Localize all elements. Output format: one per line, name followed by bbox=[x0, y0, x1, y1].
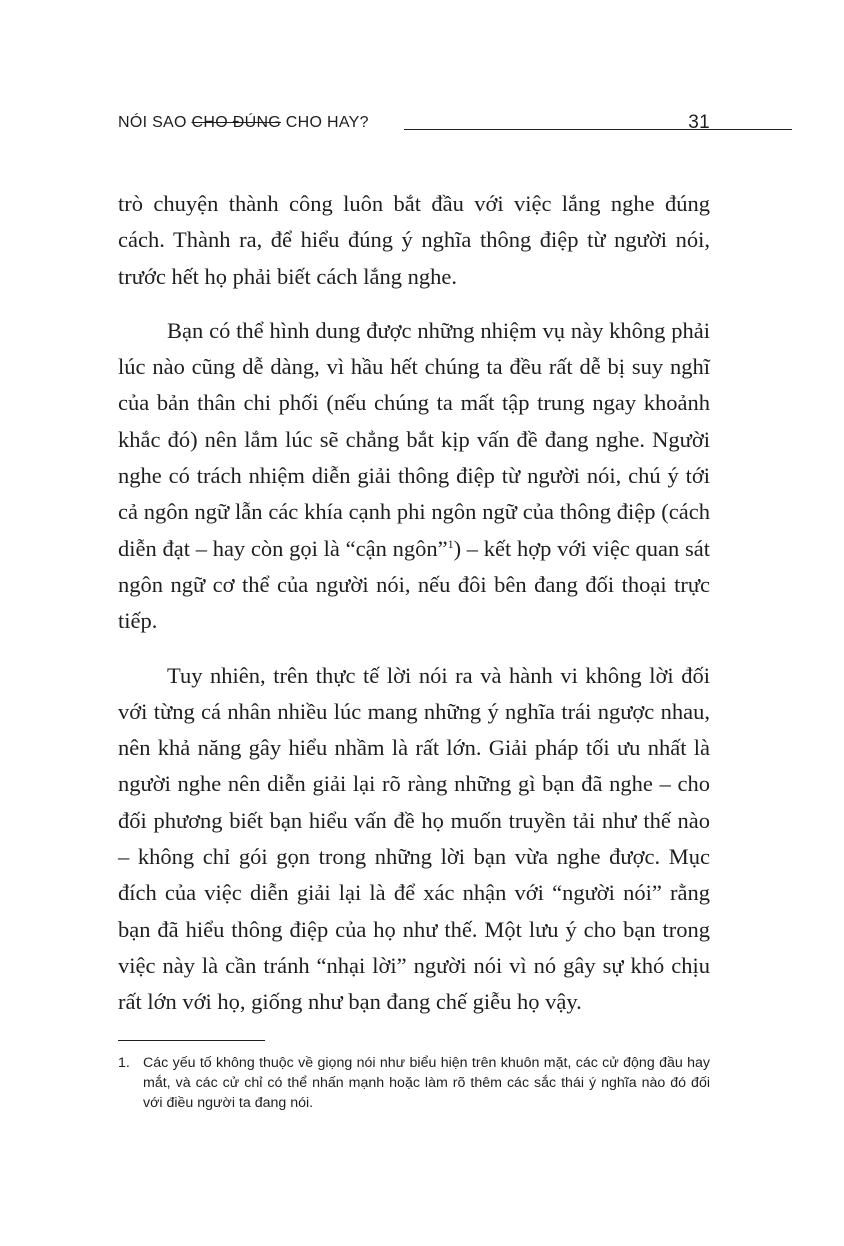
paragraph-2 bbox=[118, 313, 710, 640]
body-text bbox=[118, 186, 710, 1039]
page-number: 31 bbox=[688, 112, 710, 133]
paragraph-2-tail: ) – kết hợp với việc quan sát ngôn ngữ cơ thể của người nói, nếu đôi bên đang đối thoại trực tiếp. bbox=[118, 535, 711, 634]
paragraph-3: Tuy nhiên, trên thực tế lời nói ra và hành vi không lời đối với từng cá nhân nhiều lúc mang những ý nghĩa trái ngược nhau, nên khả năng gây hiểu nhầm là rất lớn. Giải pháp tối ưu nhất là người nghe nên diễn giải lại rõ ràng những gì bạn đã nghe – cho đối phương biết bạn hiểu vấn đề họ muốn truyền tải như thế nào – không chỉ gói gọn trong những lời bạn vừa nghe được. Mục đích của việc diễn giải lại là để xác nhận với “người nói” rằng bạn đã hiểu thông điệp của họ như thế. Một lưu ý cho bạn trong việc này là cần tránh “nhại lời” người nói vì nó gây sự khó chịu rất lớn với họ, giống như bạn đang chế giễu họ vậy. bbox=[118, 662, 710, 1015]
paragraph-1: trò chuyện thành công luôn bắt đầu với việc lắng nghe đúng cách. Thành ra, để hiểu đúng ý nghĩa thông điệp từ người nói, trước hết họ phải biết cách lắng nghe. bbox=[118, 191, 710, 289]
running-title-end: CHO HAY? bbox=[281, 114, 369, 131]
running-title bbox=[118, 114, 369, 132]
running-title-strikethrough: CHO ĐÚNG bbox=[191, 114, 282, 131]
footnote-ref: 1 bbox=[447, 536, 454, 551]
paragraph-2-text: Bạn có thể hình dung được những nhiệm vụ này không phải lúc nào cũng dễ dàng, vì hầu hết chúng ta đều rất dễ bị suy nghĩ của bản thân chi phối (nếu chúng ta mất tập trung ngay khoảnh khắc đó) nên lắm lúc sẽ chẳng bắt kịp vấn đề đang nghe. Người nghe có trách nhiệm diễn giải thông điệp từ người nói, chú ý tới cả ngôn ngữ lẫn các khía cạnh phi ngôn ngữ của thông điệp (cách diễn đạt – hay còn gọi là “cận ngôn” bbox=[118, 317, 710, 561]
footnote bbox=[118, 1053, 710, 1113]
footnote-separator bbox=[118, 1040, 265, 1041]
running-title-start: NÓI SAO bbox=[118, 114, 192, 131]
footnote-text: Các yếu tố không thuộc về giọng nói như biểu hiện trên khuôn mặt, các cử động đầu hay mắt, và các cử chỉ có thể nhấn mạnh hoặc làm rõ thêm các sắc thái ý nghĩa nào đó đối với điều người ta đang nói. bbox=[143, 1055, 710, 1111]
footnote-number: 1. bbox=[118, 1055, 130, 1071]
running-header bbox=[118, 112, 710, 136]
header-rule bbox=[404, 129, 792, 130]
